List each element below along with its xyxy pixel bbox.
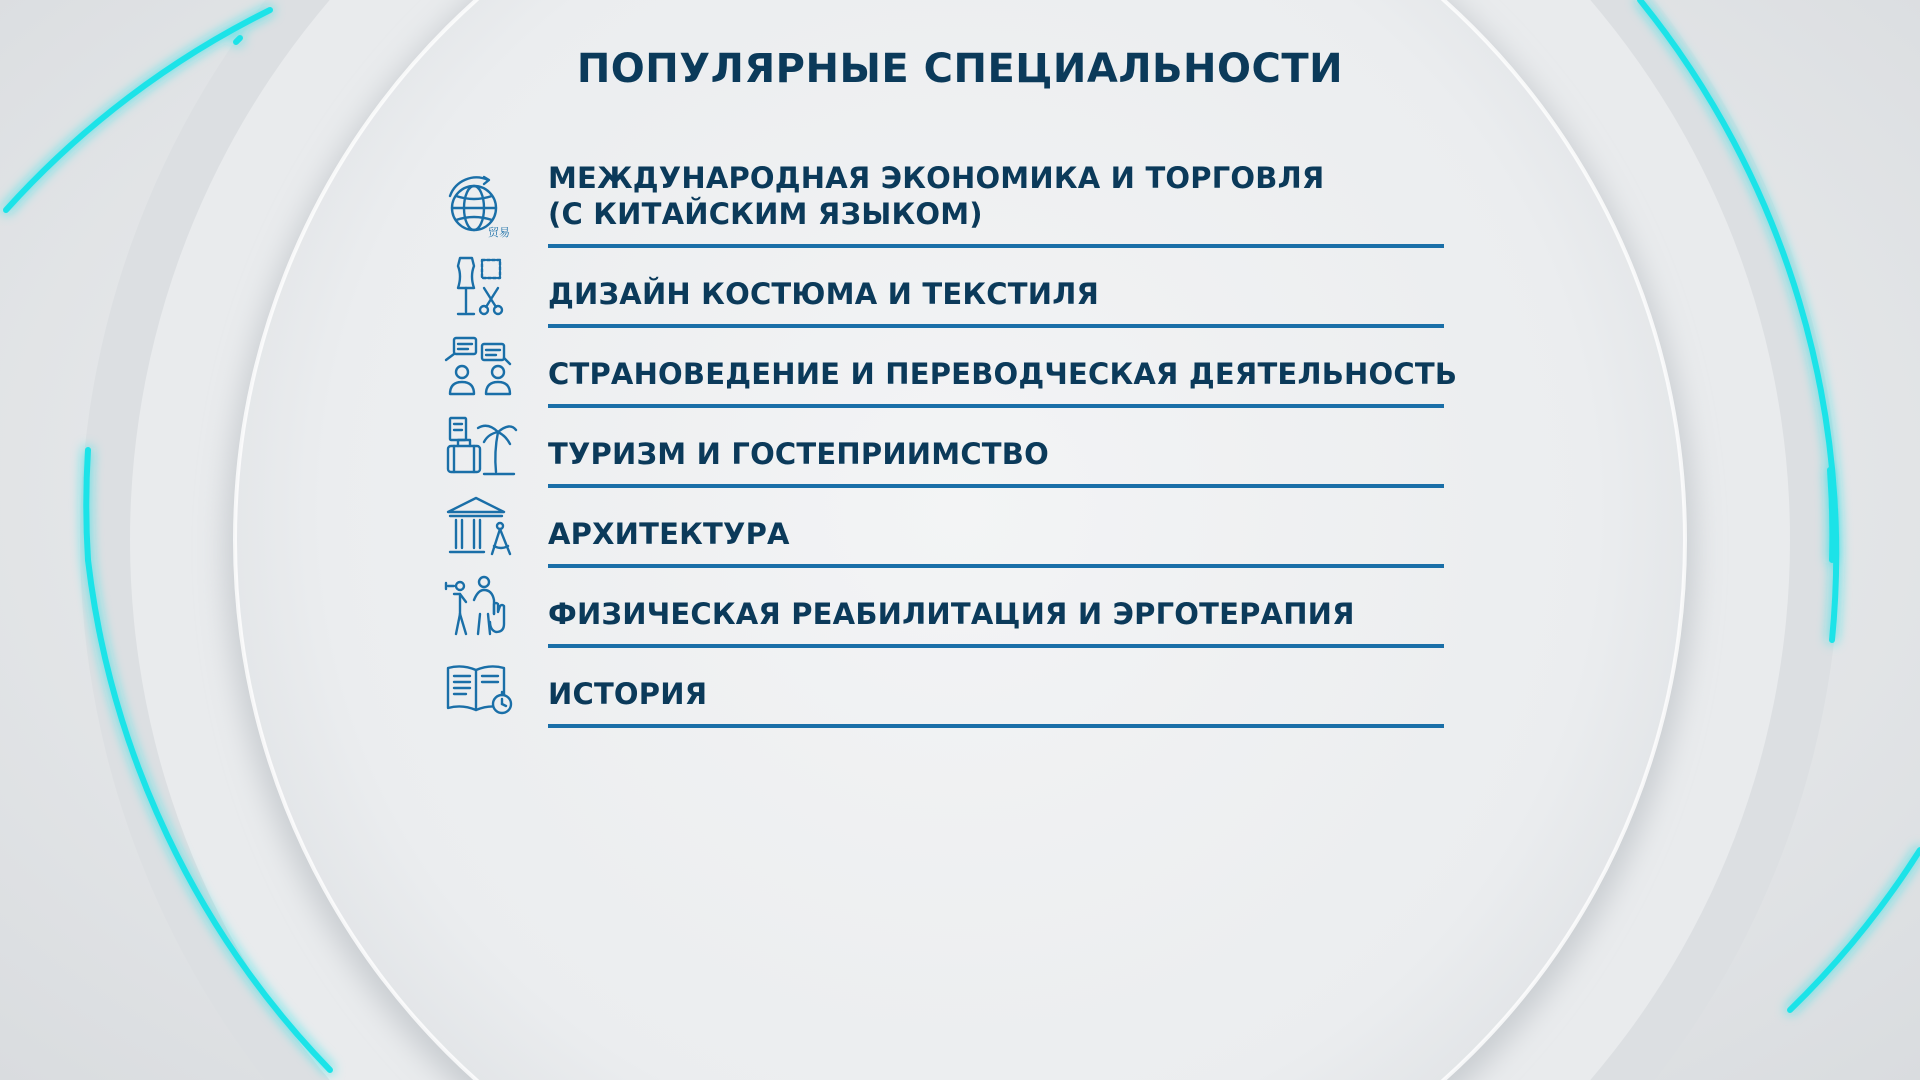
mannequin-scissors-icon [444, 254, 520, 320]
specialty-label: ФИЗИЧЕСКАЯ РЕАБИЛИТАЦИЯ И ЭРГОТЕРАПИЯ [548, 597, 1355, 631]
list-item-costume-design [444, 248, 1444, 328]
list-item-rehabilitation [444, 568, 1444, 648]
rehab-therapist-icon [444, 574, 520, 640]
list-item-regional-studies [444, 328, 1458, 408]
svg-text:贸易: 贸易 [488, 226, 510, 239]
specialty-label-line2: (С КИТАЙСКИМ ЯЗЫКОМ) [548, 197, 983, 231]
list-item-architecture [444, 488, 1444, 568]
specialty-label: СТРАНОВЕДЕНИЕ И ПЕРЕВОДЧЕСКАЯ ДЕЯТЕЛЬНОСТЬ [548, 357, 1458, 391]
specialty-label: ДИЗАЙН КОСТЮМА И ТЕКСТИЛЯ [548, 277, 1100, 311]
suitcase-palm-icon [444, 414, 520, 480]
page-title: ПОПУЛЯРНЫЕ СПЕЦИАЛЬНОСТИ [576, 46, 1344, 92]
translators-dialog-icon [444, 334, 520, 400]
globe-trade-icon [444, 174, 520, 240]
specialty-label: ИСТОРИЯ [548, 677, 708, 711]
specialty-label: МЕЖДУНАРОДНАЯ ЭКОНОМИКА И ТОРГОВЛЯ [548, 161, 1325, 195]
specialties-list [444, 150, 1458, 728]
list-item-history [444, 648, 1444, 728]
list-item-international-economics [444, 150, 1444, 248]
specialty-label: ТУРИЗМ И ГОСТЕПРИИМСТВО [548, 437, 1049, 471]
book-stopwatch-icon [444, 654, 520, 720]
columns-compass-icon [444, 494, 520, 560]
specialty-label: АРХИТЕКТУРА [548, 517, 790, 551]
list-item-tourism [444, 408, 1444, 488]
